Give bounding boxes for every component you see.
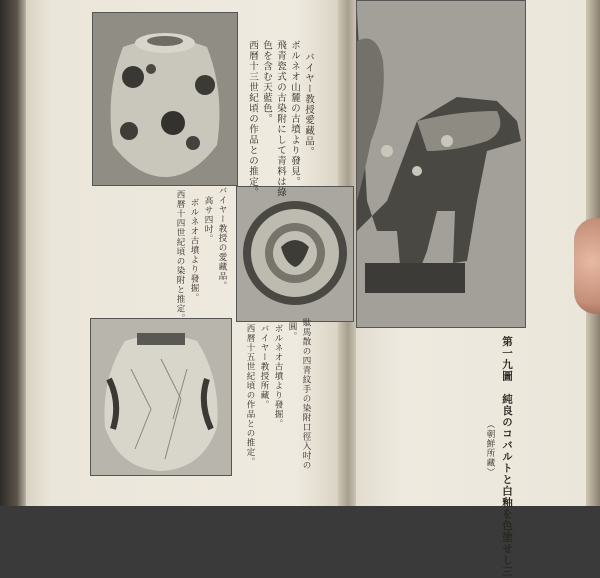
jar-top-image xyxy=(93,13,237,185)
plate-image xyxy=(237,187,353,321)
caption-jar-bottom-5: 西暦十五世紀頃の作品との推定。 xyxy=(245,324,255,467)
caption-jar-top-2: ボルネオ山麓の古墳より發見。 xyxy=(289,40,300,187)
caption-plate-2: 高サ四吋。 xyxy=(203,196,213,244)
horse-image xyxy=(357,1,525,327)
figure-caption-horse-sub: （朝鮮所藏） xyxy=(485,420,495,477)
caption-jar-bottom-3: ボルネオ古墳より發掘。 xyxy=(273,324,283,429)
caption-jar-top-3: 飛青瓷式の古染附にして青料は綠 xyxy=(275,40,286,198)
figure-caption-horse: 第一九圖 純良のコバルトと白釉を色塗せし三 xyxy=(501,336,513,578)
book-edge-left xyxy=(0,0,28,506)
photo-horse xyxy=(356,0,526,328)
caption-plate-3: ボルネオ古墳より發掘。 xyxy=(189,198,199,303)
caption-jar-top-1: バイヤー教授愛藏品。 xyxy=(303,52,314,157)
photo-jar-bottom xyxy=(90,318,232,476)
caption-plate-1: バイヤー教授の愛藏品。 xyxy=(217,186,227,291)
caption-jar-bottom-1: 駄馬散の四青紋手の染附口徑入吋の xyxy=(301,318,311,470)
thumb xyxy=(574,218,600,314)
caption-plate-4: 西暦十四世紀頃の染附と推定。 xyxy=(175,190,185,323)
caption-jar-top-5: 西暦十三世紀頃の作品との推定。 xyxy=(247,40,258,198)
photo-plate xyxy=(236,186,354,322)
caption-jar-bottom-4: バイヤー教授所藏。 xyxy=(259,324,269,410)
caption-jar-bottom-2: 圓。 xyxy=(287,322,297,341)
caption-jar-top-4: 色を含む天藍色。 xyxy=(261,40,272,124)
photo-jar-top xyxy=(92,12,238,186)
jar-bottom-image xyxy=(91,319,231,475)
